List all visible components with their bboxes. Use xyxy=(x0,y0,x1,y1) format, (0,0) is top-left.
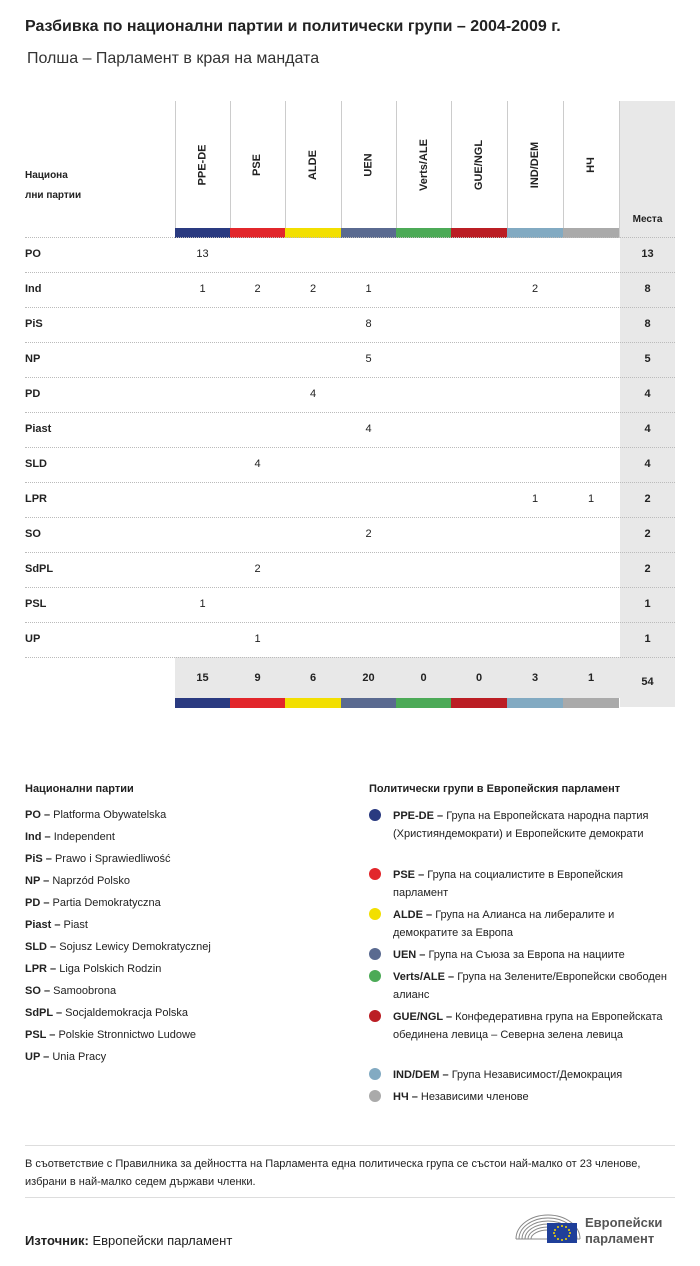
row-label: SdPL xyxy=(25,563,54,575)
table-cell: 4 xyxy=(309,388,317,400)
legend-item: Piast – Piast xyxy=(25,919,88,931)
table-cell: 2 xyxy=(365,528,372,540)
legend-item: SLD – Sojusz Lewicy Demokratycznej xyxy=(25,941,211,953)
row-header: Национа лни партии xyxy=(25,170,82,201)
row-label: Ind xyxy=(25,283,42,295)
group-color-bar xyxy=(230,698,285,708)
seats-cell: 4 xyxy=(644,388,651,400)
column-header: ALDE xyxy=(306,150,319,180)
table-cell: 5 xyxy=(365,353,372,365)
legend-dot xyxy=(369,1090,381,1102)
source-value: Европейски парламент xyxy=(92,1233,233,1248)
table-cell: 13 xyxy=(196,248,209,260)
political-groups-title: Политически групи в Европейския парламент xyxy=(369,783,621,795)
separator xyxy=(25,1197,675,1198)
footnote: В съответствие с Правилника за дейността на Парламента една политическа група се състои най-малко от 23 членове, избрани в най-малко седем държави членки. xyxy=(25,1158,641,1188)
group-color-bar xyxy=(396,698,451,708)
column-header: НЧ xyxy=(585,157,597,173)
seats-cell: 8 xyxy=(644,318,651,330)
row-divider xyxy=(25,552,675,553)
separator xyxy=(25,1145,675,1146)
legend-item: LPR – Liga Polskich Rodzin xyxy=(25,963,162,975)
table-cell: 2 xyxy=(254,283,261,295)
group-color-bar xyxy=(285,698,341,708)
row-divider xyxy=(25,657,675,658)
total-cell: 3 xyxy=(531,672,539,684)
row-label: UP xyxy=(25,633,41,645)
row-label: PD xyxy=(25,388,41,400)
legend-item: SO – Samoobrona xyxy=(25,985,117,997)
total-cell: 9 xyxy=(254,672,261,684)
source xyxy=(25,1233,232,1248)
row-label: LPR xyxy=(25,493,47,505)
seats-cell: 2 xyxy=(644,528,651,540)
page-subtitle: Полша – Парламент в края на мандата xyxy=(27,50,320,67)
table-cell: 1 xyxy=(531,493,539,505)
legend-dot xyxy=(369,1010,381,1022)
seats-cell: 4 xyxy=(644,458,651,470)
seats-header: Места xyxy=(632,214,663,225)
group-color-bar xyxy=(451,698,507,708)
legend-item: Ind – Independent xyxy=(25,831,115,843)
legend-dot xyxy=(369,809,381,821)
row-divider xyxy=(25,307,675,308)
legend-dot xyxy=(369,948,381,960)
legend-dot xyxy=(369,1068,381,1080)
row-divider xyxy=(25,622,675,623)
row-divider xyxy=(25,342,675,343)
table-cell: 2 xyxy=(309,283,317,295)
column-header: IND/DEM xyxy=(528,141,541,189)
legend-item: PD – Partia Demokratyczna xyxy=(25,897,161,909)
table-cell: 1 xyxy=(587,493,595,505)
seats-cell: 1 xyxy=(644,633,651,645)
table-cell: 8 xyxy=(365,318,372,330)
seats-cell: 8 xyxy=(644,283,651,295)
row-divider xyxy=(25,377,675,378)
seats-cell: 2 xyxy=(644,563,651,575)
table-cell: 1 xyxy=(199,598,206,610)
seats-column-bg xyxy=(620,101,675,707)
column-header: UEN xyxy=(362,153,375,177)
table-cell: 4 xyxy=(254,458,261,470)
table-cell: 1 xyxy=(254,633,261,645)
row-divider xyxy=(25,587,675,588)
row-label: SO xyxy=(25,528,41,540)
row-divider xyxy=(25,272,675,273)
table-cell: 2 xyxy=(254,563,261,575)
row-label: NP xyxy=(25,353,41,365)
group-color-bar xyxy=(341,698,396,708)
column-divider xyxy=(619,101,620,238)
column-header: PSE xyxy=(251,153,264,177)
column-header: Verts/ALE xyxy=(417,139,430,191)
total-cell: 15 xyxy=(196,672,209,684)
total-cell: 1 xyxy=(587,672,595,684)
row-divider xyxy=(25,412,675,413)
total-cell: 0 xyxy=(475,672,483,684)
legend-item: PSL – Polskie Stronnictwo Ludowe xyxy=(25,1029,197,1041)
row-label: SLD xyxy=(25,458,47,470)
seats-cell: 2 xyxy=(644,493,651,505)
seats-cell: 5 xyxy=(644,353,651,365)
national-parties-title: Национални партии xyxy=(25,783,134,795)
legend-item: SdPL – Socjaldemokracja Polska xyxy=(25,1007,189,1019)
table-cell: 2 xyxy=(531,283,539,295)
row-label: PiS xyxy=(25,318,43,330)
legend-item: NP – Naprzód Polsko xyxy=(25,875,130,887)
legend-item: PiS – Prawo i Sprawiedliwość xyxy=(25,853,171,865)
row-divider xyxy=(25,482,675,483)
column-header: PPE-DE xyxy=(196,144,209,186)
row-label: Piast xyxy=(25,423,52,435)
legend-dot xyxy=(369,908,381,920)
row-label: PSL xyxy=(25,598,47,610)
column-header: GUE/NGL xyxy=(473,139,485,191)
legend-item: PO – Platforma Obywatelska xyxy=(25,809,167,821)
row-divider xyxy=(25,447,675,448)
legend-item: UP – Unia Pracy xyxy=(25,1051,107,1063)
row-divider xyxy=(25,237,675,238)
source-label: Източник: xyxy=(25,1233,89,1248)
total-cell: 20 xyxy=(362,672,375,684)
seats-cell: 1 xyxy=(644,598,651,610)
total-cell: 6 xyxy=(309,672,317,684)
page-title: Разбивка по национални партии и политически групи – 2004-2009 г. xyxy=(25,18,561,35)
legend-dot xyxy=(369,868,381,880)
total-cell: 0 xyxy=(420,672,427,684)
group-color-bar xyxy=(563,698,619,708)
row-label: PO xyxy=(25,248,41,260)
seats-cell: 13 xyxy=(641,248,654,260)
seats-cell: 4 xyxy=(644,423,651,435)
row-divider xyxy=(25,517,675,518)
group-color-bar xyxy=(175,698,230,708)
table-cell: 1 xyxy=(365,283,372,295)
group-color-bar xyxy=(507,698,563,708)
table-cell: 4 xyxy=(365,423,372,435)
total-seats: 54 xyxy=(641,676,654,688)
table-cell: 1 xyxy=(199,283,206,295)
ep-logo-text: Европейски парламент xyxy=(585,1215,663,1246)
legend-dot xyxy=(369,970,381,982)
